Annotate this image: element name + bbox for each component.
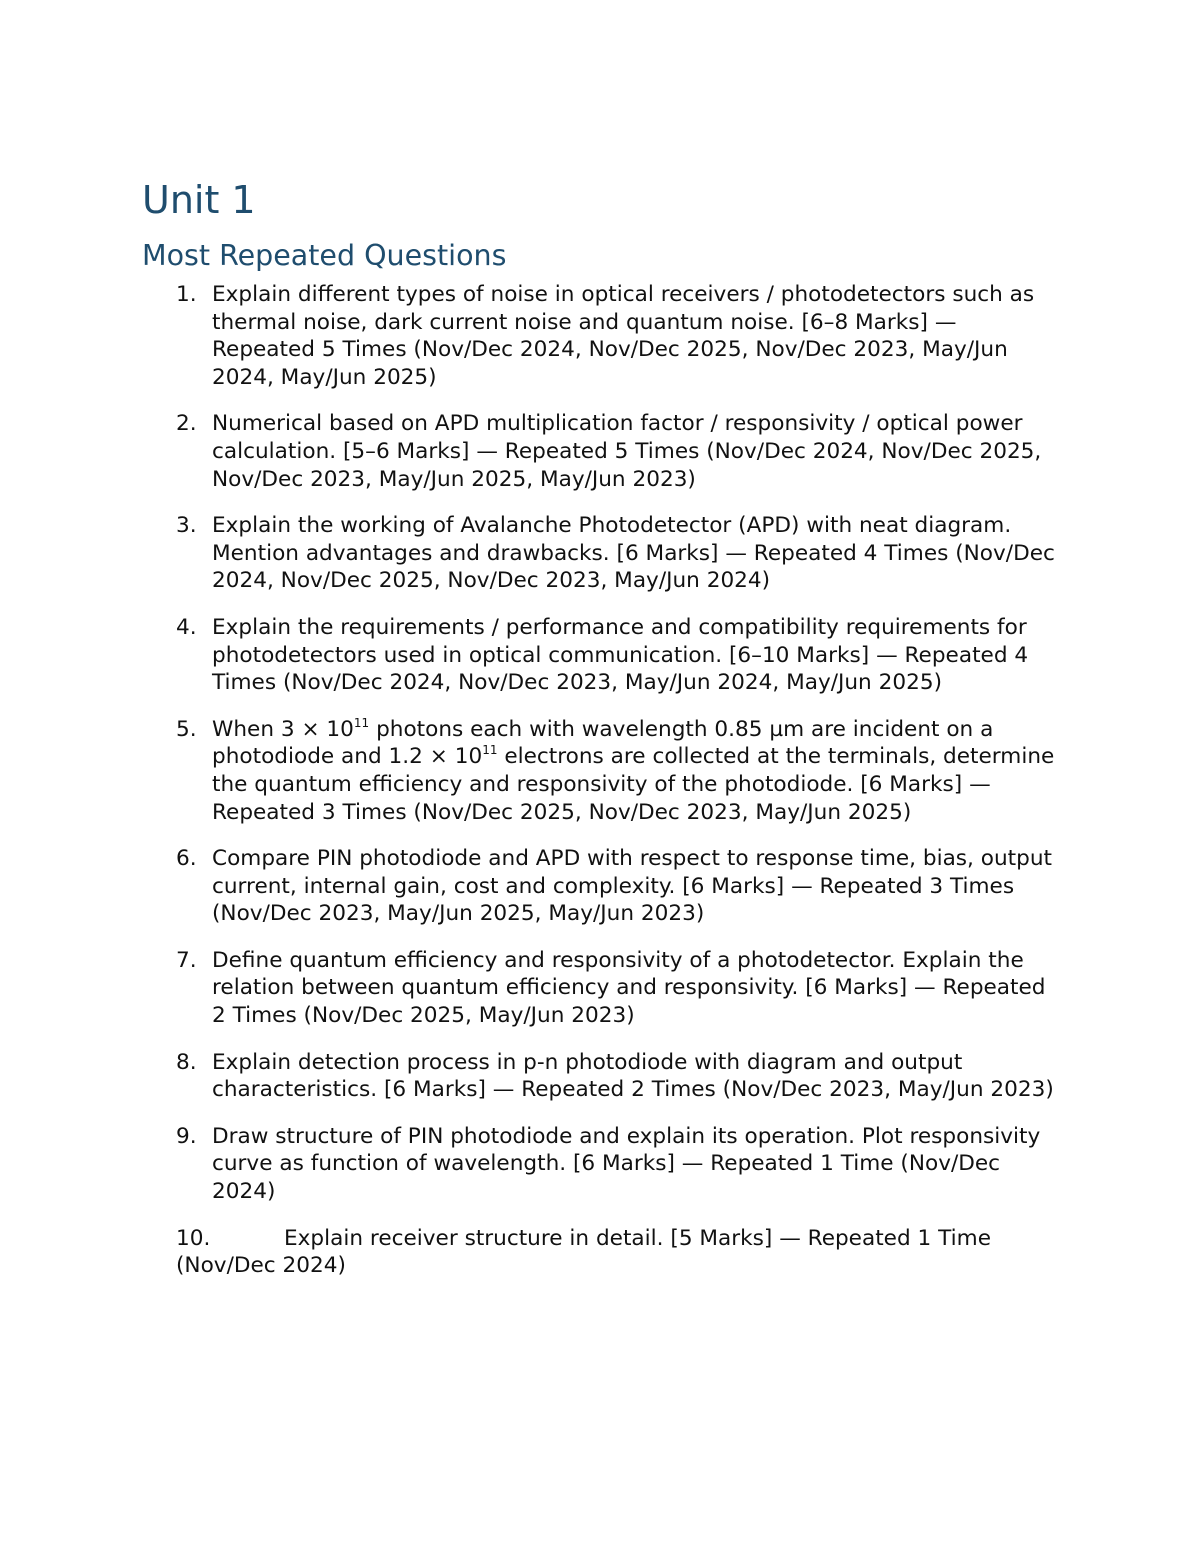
document-title: Unit 1 bbox=[142, 178, 256, 222]
question-number: 7. bbox=[176, 947, 197, 973]
question-item-6 bbox=[0, 845, 1062, 928]
exponent: 11 bbox=[353, 715, 370, 730]
question-item-3 bbox=[0, 512, 1062, 595]
question-text: Explain detection process in p-n photodiode with diagram and output characteristics. [6 Marks] — Repeated 2 Times (Nov/Dec 2023, May/Jun 2023) bbox=[212, 1049, 1054, 1103]
question-text-part: photons each with wavelength 0.85 µm are incident on a photodiode and 1.2 × 10 bbox=[212, 716, 994, 770]
question-text: Explain the working of Avalanche Photodetector (APD) with neat diagram. Mention advantages and drawbacks. [6 Marks] — Repeated 4 Times (Nov/Dec 2024, Nov/Dec 2025, Nov/Dec 2023, May/Jun 2024) bbox=[212, 513, 1055, 594]
section-heading: Most Repeated Questions bbox=[142, 239, 507, 272]
question-text-part: electrons are collected at the terminals, determine the quantum efficiency and responsivity of the photodiode. [6 Marks] — Repeated 3 Times (Nov/Dec 2025, Nov/Dec 2023, May/Jun 2025) bbox=[212, 744, 1055, 825]
question-text: Explain the requirements / performance and compatibility requirements for photodetectors used in optical communication. [6–10 Marks] — Repeated 4 Times (Nov/Dec 2024, Nov/Dec 2023, May/Jun 2024, May/Jun 2025) bbox=[212, 614, 1029, 696]
question-text: Numerical based on APD multiplication factor / responsivity / optical power calculation. [5–6 Marks] — Repeated 5 Times (Nov/Dec 2024, Nov/Dec 2025, Nov/Dec 2023, May/Jun 2025, May/Jun 2023) bbox=[212, 411, 1042, 492]
question-item-10 bbox=[0, 1225, 1026, 1280]
question-number: 10. bbox=[176, 1225, 211, 1251]
question-text: Draw structure of PIN photodiode and explain its operation. Plot responsivity curve as function of wavelength. [6 Marks] — Repeated 1 Time (Nov/Dec 2024) bbox=[212, 1123, 1041, 1205]
question-text bbox=[212, 717, 1054, 825]
question-number: 4. bbox=[176, 614, 197, 640]
question-number: 2. bbox=[176, 411, 197, 437]
question-number: 9. bbox=[176, 1123, 197, 1149]
question-text: Explain different types of noise in optical receivers / photodetectors such as thermal noise, dark current noise and quantum noise. [6–8 Marks] — Repeated 5 Times (Nov/Dec 2024, Nov/Dec 2025, Nov/Dec 2023, May/Jun 2024, May/Jun 2025) bbox=[212, 282, 1035, 390]
question-number: 6. bbox=[176, 846, 197, 872]
question-item-8 bbox=[0, 1049, 1062, 1104]
exponent: 11 bbox=[482, 743, 498, 758]
question-item-1 bbox=[0, 281, 1062, 391]
question-item-4 bbox=[0, 614, 1062, 697]
question-item-5 bbox=[0, 716, 1062, 826]
question-text-part: When 3 × 10 bbox=[212, 716, 354, 742]
question-number: 1. bbox=[176, 282, 197, 307]
question-number: 5. bbox=[176, 716, 197, 742]
question-item-9 bbox=[0, 1123, 1062, 1206]
question-item-7 bbox=[0, 947, 1062, 1030]
question-item-2 bbox=[0, 410, 1062, 493]
question-number: 3. bbox=[176, 513, 197, 539]
question-number: 8. bbox=[176, 1049, 197, 1075]
question-text: Explain receiver structure in detail. [5 Marks] — Repeated 1 Time (Nov/Dec 2024) bbox=[176, 1225, 991, 1279]
question-text: Define quantum efficiency and responsivity of a photodetector. Explain the relation between quantum efficiency and responsivity. [6 Marks] — Repeated 2 Times (Nov/Dec 2025, May/Jun 2023) bbox=[212, 947, 1046, 1029]
question-list bbox=[0, 281, 1200, 1299]
question-text: Compare PIN photodiode and APD with respect to response time, bias, output current, internal gain, cost and complexity. [6 Marks] — Repeated 3 Times (Nov/Dec 2023, May/Jun 2025, May/Jun 2023) bbox=[212, 846, 1053, 927]
